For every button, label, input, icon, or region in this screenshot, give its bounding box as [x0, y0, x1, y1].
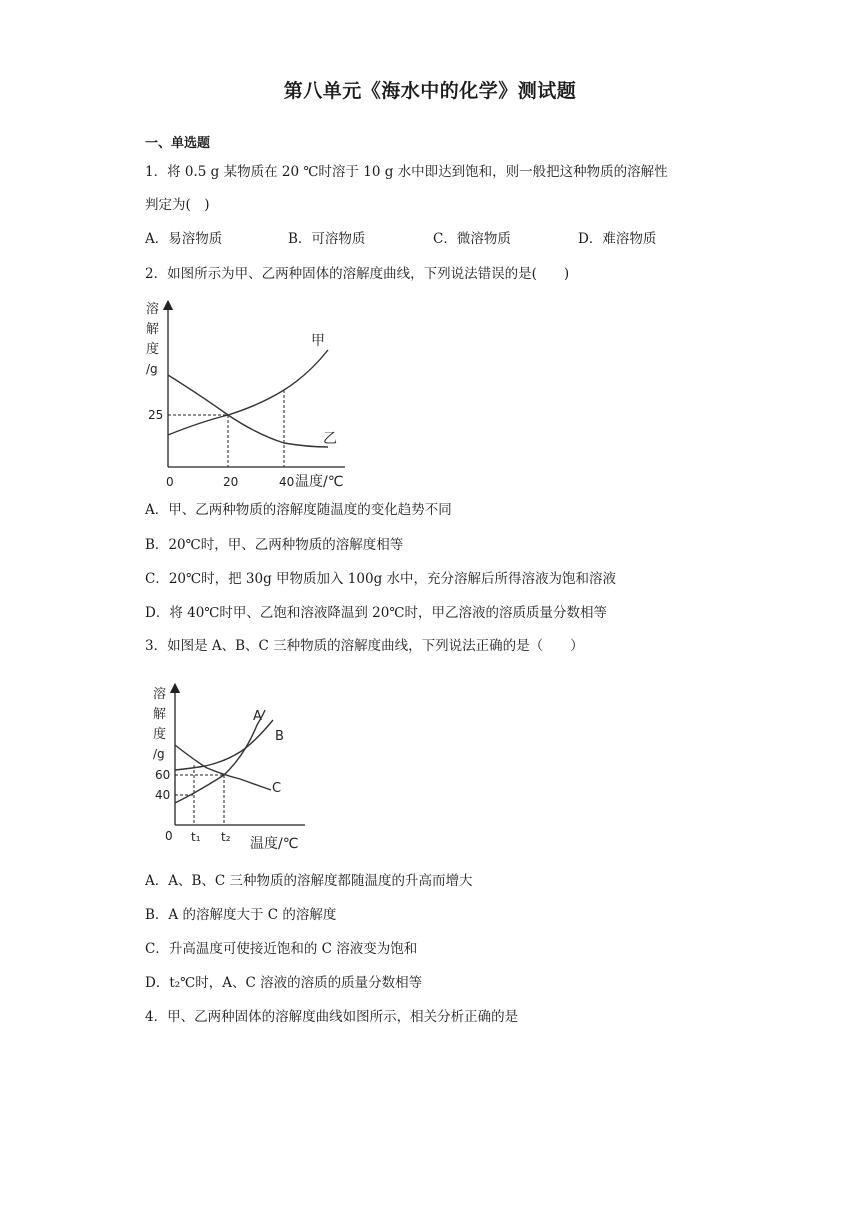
q2-option-c[interactable]: C．20℃时，把 30g 甲物质加入 100g 水中，充分溶解后所得溶液为饱和溶液 — [145, 571, 617, 587]
ylabel-char: 度 — [153, 727, 167, 742]
curve-a — [175, 710, 265, 803]
q3-option-d[interactable]: D．t₂℃时，A、C 溶液的溶质的质量分数相等 — [145, 975, 423, 991]
q3-stem: 3．如图是 A、B、C 三种物质的溶解度曲线，下列说法正确的是（ ） — [145, 638, 584, 654]
series-label-a: A — [253, 709, 262, 724]
origin-label: 0 — [165, 829, 173, 843]
q3-solubility-chart — [145, 680, 320, 855]
q2-solubility-chart — [140, 295, 360, 495]
origin-label: 0 — [166, 475, 174, 489]
curve-b — [175, 720, 273, 770]
q1-option-d[interactable]: D．难溶物质 — [578, 231, 657, 247]
y-tick-label: 40 — [155, 788, 171, 802]
q1-stem-line2: 判定为( ) — [145, 197, 210, 213]
series-label-yi: 乙 — [323, 431, 337, 447]
x-tick-label: t₂ — [221, 830, 231, 844]
ylabel-char: 溶 — [146, 302, 160, 317]
section-heading: 一、单选题 — [145, 136, 211, 151]
x-tick-label: 20 — [223, 475, 239, 489]
q2-stem: 2．如图所示为甲、乙两种固体的溶解度曲线，下列说法错误的是( ) — [145, 266, 570, 282]
series-label-c: C — [272, 781, 282, 796]
ylabel-char: 解 — [153, 707, 167, 722]
q3-option-b[interactable]: B．A 的溶解度大于 C 的溶解度 — [145, 907, 337, 923]
x-axis-label: 温度/℃ — [250, 836, 299, 852]
ylabel-char: /g — [146, 362, 158, 376]
x-tick-label: 40 — [279, 475, 295, 489]
y-tick-label: 60 — [155, 768, 171, 782]
x-tick-label: t₁ — [191, 830, 201, 844]
series-label-b: B — [275, 729, 284, 744]
curve-yi — [168, 375, 328, 447]
q1-options — [145, 229, 656, 249]
ylabel-char: 解 — [146, 322, 160, 337]
ylabel-char: 度 — [146, 342, 160, 357]
q3-option-a[interactable]: A．A、B、C 三种物质的溶解度都随温度的升高而增大 — [145, 873, 473, 889]
ylabel-char: /g — [153, 747, 165, 761]
q3-option-c[interactable]: C．升高温度可使接近饱和的 C 溶液变为饱和 — [145, 941, 418, 957]
ylabel-char: 溶 — [153, 687, 167, 702]
q1-stem-line1: 1．将 0.5 g 某物质在 20 ℃时溶于 10 g 水中即达到饱和，则一般把这种物质的溶解性 — [145, 164, 668, 180]
curve-c — [175, 745, 271, 790]
q4-stem: 4．甲、乙两种固体的溶解度曲线如图所示，相关分析正确的是 — [145, 1009, 519, 1025]
q1-option-c[interactable]: C．微溶物质 — [433, 231, 511, 247]
series-label-jia: 甲 — [311, 333, 325, 349]
q2-option-a[interactable]: A．甲、乙两种物质的溶解度随温度的变化趋势不同 — [145, 502, 452, 518]
q1-option-b[interactable]: B．可溶物质 — [288, 231, 366, 247]
x-axis-label: 温度/℃ — [295, 474, 344, 490]
q2-option-d[interactable]: D．将 40℃时甲、乙饱和溶液降温到 20℃时，甲乙溶液的溶质质量分数相等 — [145, 605, 607, 621]
y-tick-label: 25 — [148, 408, 164, 422]
page-title: 第八单元《海水中的化学》测试题 — [283, 80, 577, 102]
curve-jia — [168, 350, 328, 435]
q2-option-b[interactable]: B．20℃时，甲、乙两种物质的溶解度相等 — [145, 537, 404, 553]
q1-option-a[interactable]: A．易溶物质 — [145, 231, 223, 247]
